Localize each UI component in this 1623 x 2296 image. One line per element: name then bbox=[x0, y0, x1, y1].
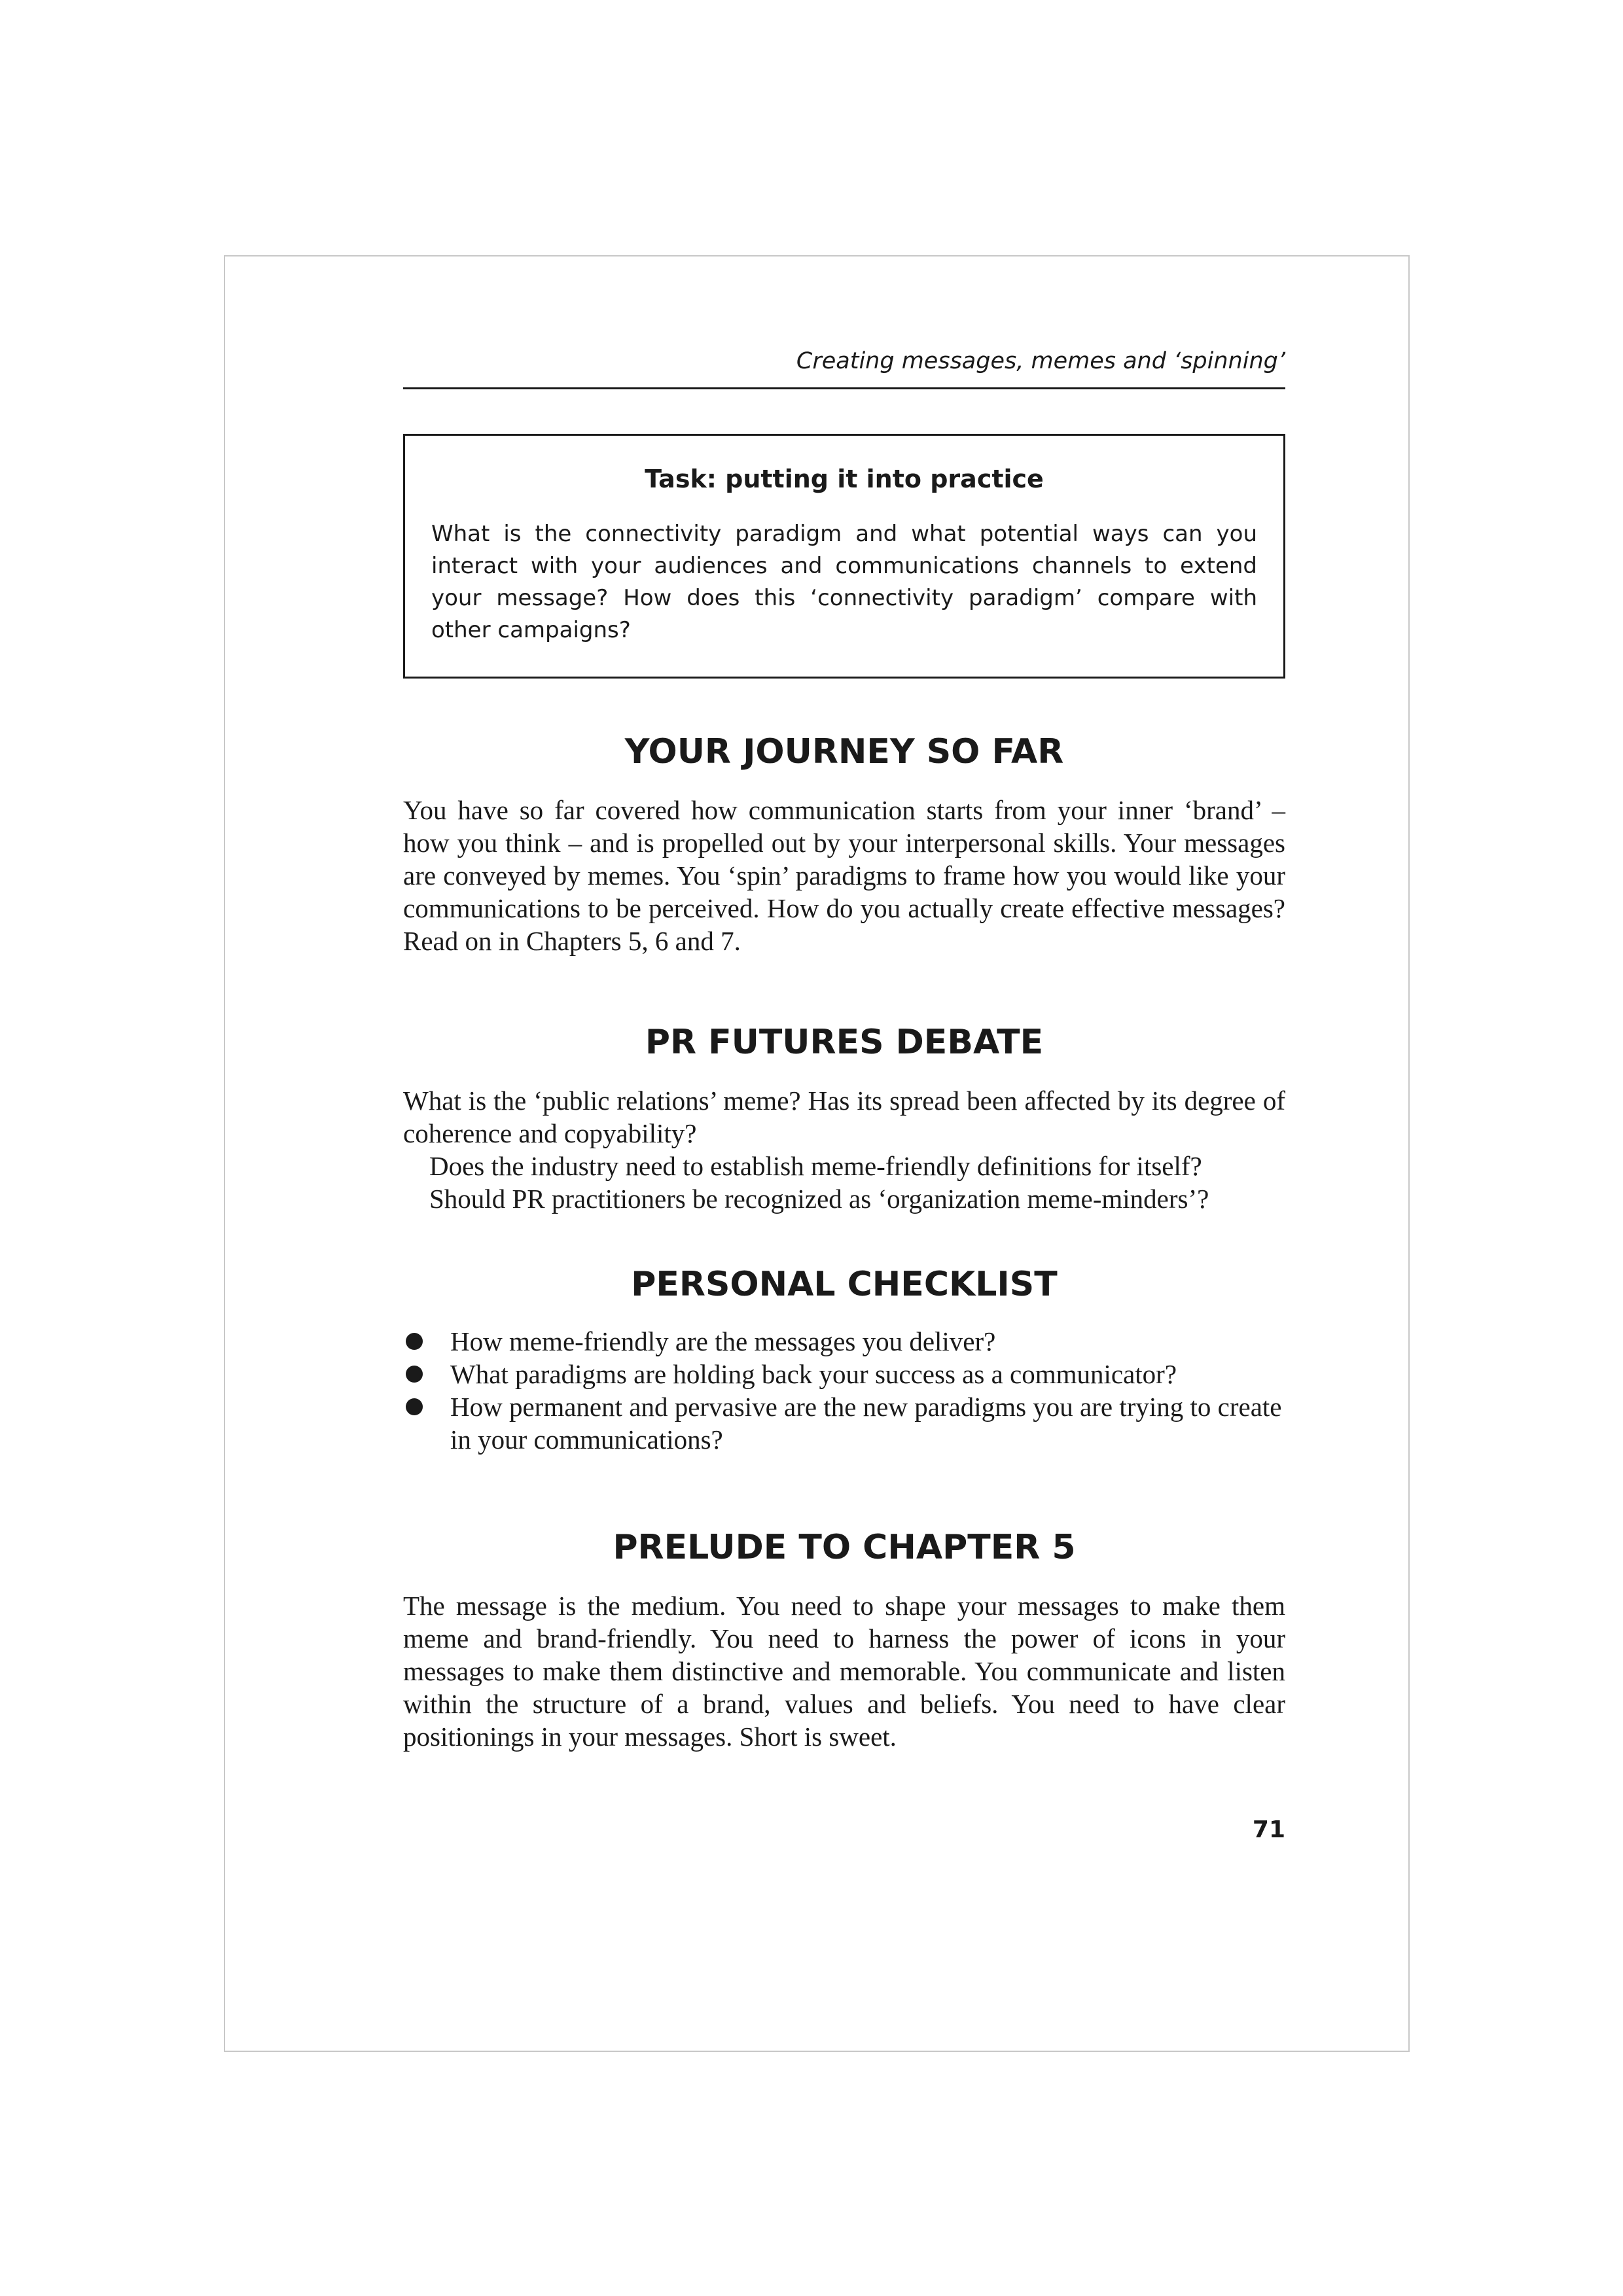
list-item bbox=[403, 1325, 1285, 1358]
prelude-section bbox=[403, 1589, 1285, 1753]
checklist-item-text: What paradigms are holding back your success as a communicator? bbox=[450, 1359, 1177, 1389]
checklist-heading: PERSONAL CHECKLIST bbox=[631, 1265, 1058, 1304]
list-item bbox=[403, 1358, 1285, 1390]
list-item bbox=[403, 1390, 1285, 1456]
page-content bbox=[403, 347, 1285, 1845]
page-number: 71 bbox=[1252, 1816, 1285, 1843]
checklist-list bbox=[403, 1325, 1285, 1456]
futures-paragraph-2: Does the industry need to establish meme-friendly definitions for itself? bbox=[429, 1151, 1202, 1181]
task-body: What is the connectivity paradigm and what potential ways can you interact with your audiences and communications channels to extend your message? How does this ‘connectivity paradigm’ compare with other campaigns? bbox=[431, 521, 1257, 643]
journey-paragraph: You have so far covered how communication starts from your inner ‘brand’ – how you think – and is propelled out by your interpersonal skills. Your messages are conveyed by memes. You ‘spin’ paradigms to frame how you would like your communications to be perceived. How do you actually create effective messages? Read on in Chapters 5, 6 and 7. bbox=[403, 795, 1285, 956]
futures-paragraph-1: What is the ‘public relations’ meme? Has its spread been affected by its degree of coherence and copyability? bbox=[403, 1086, 1285, 1148]
prelude-heading: PRELUDE TO CHAPTER 5 bbox=[613, 1528, 1076, 1567]
journey-heading: YOUR JOURNEY SO FAR bbox=[624, 732, 1064, 771]
futures-heading: PR FUTURES DEBATE bbox=[645, 1023, 1044, 1062]
checklist-item-text: How permanent and pervasive are the new paradigms you are trying to create in your communications? bbox=[450, 1392, 1282, 1455]
checklist-item-text: How meme-friendly are the messages you deliver? bbox=[450, 1326, 996, 1356]
futures-section bbox=[403, 1084, 1285, 1215]
prelude-paragraph: The message is the medium. You need to shape your messages to make them meme and brand-friendly. You need to harness the power of icons in your messages to make them distinctive and memorable. You communicate and listen within the structure of a brand, values and beliefs. You need to have clear positionings in your messages. Short is sweet. bbox=[403, 1591, 1285, 1752]
running-head: Creating messages, memes and ‘spinning’ bbox=[403, 347, 1285, 389]
journey-section bbox=[403, 794, 1285, 957]
futures-paragraph-3: Should PR practitioners be recognized as ‘organization meme-minders’? bbox=[429, 1184, 1209, 1214]
bullet-icon bbox=[406, 1333, 423, 1350]
task-title: Task: putting it into practice bbox=[645, 465, 1044, 493]
bullet-icon bbox=[406, 1366, 423, 1383]
bullet-icon bbox=[406, 1398, 423, 1415]
task-box bbox=[403, 434, 1285, 679]
